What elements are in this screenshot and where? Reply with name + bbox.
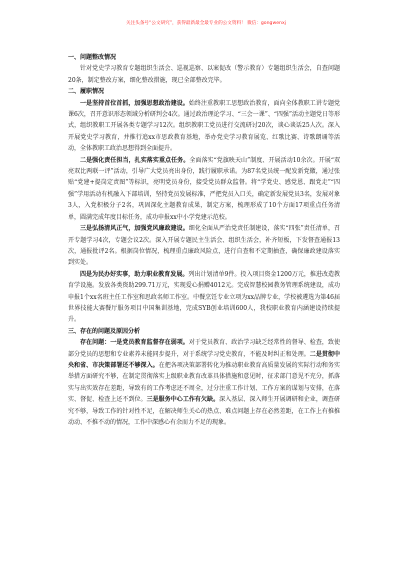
paragraph-lead: 一是坚持首位首抓，加强思想政治建设。	[80, 99, 189, 107]
section-heading: 一、问题整改情况	[68, 54, 117, 61]
paragraph: 一是坚持首位首抓，加强思想政治建设。始终注重教职工思想政治教育，面向全体教职工讲专题党课6次，召开意识形态领域分析研判会4次。通过政治理论学习、“三会一课”、“四强”活动主题党日等形式，组织教职工开展各类专题学习12次。组织教职工党员进行交流研讨20次，谈心谈话25人次。深入开展党史学习教育，并推行追xx市思政教育基地，举办党史学习教育展览、红歌比赛、诗歌朗诵等活动，全体教职工政治思想得到全面提升。	[68, 99, 340, 153]
paragraph-lead: 三是服务中心工作有欠缺。	[146, 396, 220, 404]
top-banner: 关注头条号“公文研究”，获得最新最全最专业的公文资料！ 微信：gongwenxj	[126, 21, 286, 26]
paragraph: 三是弘扬清风正气，加强党风廉政建设。细化全面从严治党责任制建设，落实“四张”责任清单，召开专题学习4次，专题会议2次。深入开展专题民主生活会、组织生活会，补齐短板，下发督查通报13次，通报批评2名。根据岗位情况，梳理重点廉政风险点，进行自查和不定期抽查，确保廉政建设落实到实处。	[68, 225, 340, 267]
paragraph-lead: 三是弘扬清风正气，加强党风廉政建设。	[80, 225, 189, 233]
paragraph: 存在问题：一是党员教育监督存在弱项。对于党员教育、政治学习缺乏经常性的督导、检查，致使部分党员的思想和专业素养未能同步提升，对于系统学习党史教育，不能及时纠正和处理。二是贯彻中央和省、市决策部署还不够深入。在把各项决策部署转化为推动职业教育高质量发展的实际行动和务实举措方面研究不够，在制定贯彻落实上级职业教育改革具体措施和意见时，征求部门意见不充分，抓落实与出实效存在差距，导致有的工作考虑还不周全，过分注重工作计划、工作方案的谋划与安排，在落实、督促、检查上还不到位。三是服务中心工作有欠缺。深入基层、深入师生开展调研和企业，调查研究不够，导致工作的针对性不足，在解决师生关心的热点、难点问题上存在必然差距，在工作上有推推动动、不推不动的情况，工作中深感心有余而力不足的现象。	[68, 339, 340, 426]
paragraph-lead: 存在问题：一是党员教育监督存在弱项。	[80, 339, 189, 347]
section-heading: 三、存在的问题及原因分析	[68, 327, 141, 335]
document-body	[68, 52, 340, 552]
paragraph: 四是为民办好实事，助力职业教育发展。列出计划清单9件。投入项目资金1200万元，推进改造教育学设施。发放各类资助299.71万元，实现爱心捐赠4012元。完成智慧校园教务管理系统建设，成功申报1个xx名班主任工作室和思政名师工作室。中餐烹饪专业立项为xx品牌专业，学校被遴选为第46届世界技能大赛餐厅服务项目中国集训基地，完成SYB创业培训600人，我校职业教育内涵建设持续提升。	[68, 270, 340, 324]
paragraph: 二是强化责任担当，扎实落实重点任务。全面落实“党旗映天山”制度、开展活动10余次。开展“双亮双比两联一评”活动，引导广大党员亮出身份，践行履职承诺。为87名党员统一配发新党徽，通过张贴“党建+提岗定责图”等标识，亮明党员身份，接受党员群众监督。将“学党史、感党恩、跟党走”“四强”学用活动有机融入下部培训，坚持党员发展标准，严把党员入口关，确定新发展党员3名，发展对象3人，入党积极分子2名，巩固深化主题教育成果，制定方案，梳理形成了10个方面17项重点任务清单，圆满完成年度目标任务，成功申报xx中小学党建示范校。	[68, 156, 340, 221]
paragraph: 针对党史学习教育专题组织生活会、巡视巡察、以案促改（警示教育）专题组织生活会，自查问题20条，制定整改方案，细化整改措施，现已全部整改完毕。	[68, 65, 340, 84]
section-heading: 二、履职情况	[68, 88, 105, 96]
paragraph-lead: 四是为民办好实事，助力职业教育发展。	[80, 270, 189, 278]
paragraph-lead: 二是强化责任担当，扎实落实重点任务。	[80, 156, 190, 164]
paragraph-lead: 二是贯彻中央和省、市决策部署还不够深入。	[68, 350, 340, 369]
